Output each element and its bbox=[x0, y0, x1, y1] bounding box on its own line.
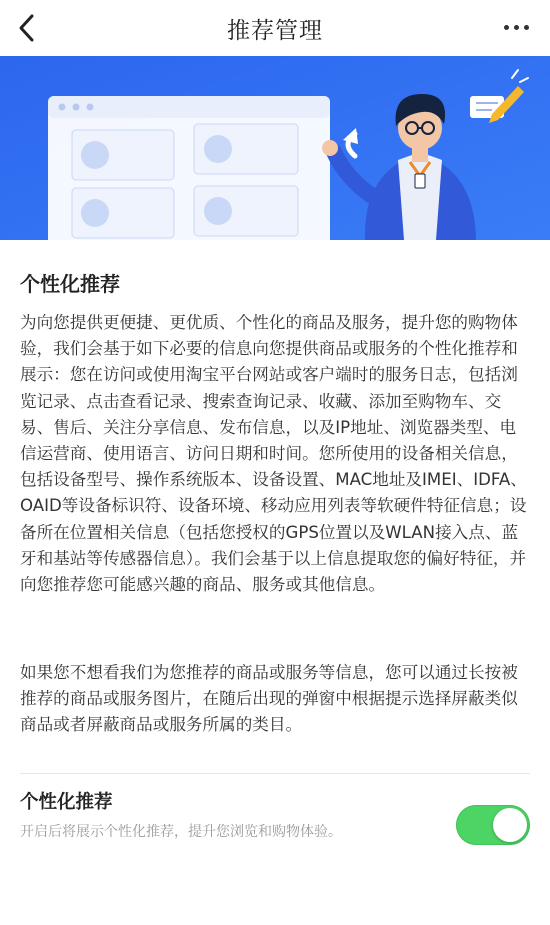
back-button[interactable] bbox=[10, 10, 46, 46]
banner-illustration bbox=[0, 56, 550, 240]
section-title: 个性化推荐 bbox=[20, 272, 120, 296]
more-button[interactable] bbox=[504, 16, 536, 38]
toggle-knob bbox=[493, 808, 527, 842]
divider bbox=[20, 773, 530, 774]
header-banner bbox=[0, 56, 550, 240]
personalized-recommendation-toggle[interactable] bbox=[456, 805, 530, 845]
chevron-left-icon bbox=[10, 10, 46, 46]
nav-bar bbox=[0, 0, 550, 56]
page-title: 推荐管理 bbox=[227, 17, 323, 44]
opt-out-paragraph: 如果您不想看我们为您推荐的商品或服务等信息，您可以通过长按被推荐的商品或服务图片，在随后出现的弹窗中根据提示选择屏蔽类似商品或者屏蔽商品或服务所属的类目。 bbox=[20, 663, 518, 735]
toggle-description: 开启后将展示个性化推荐，提升您浏览和购物体验。 bbox=[20, 824, 342, 840]
toggle-title: 个性化推荐 bbox=[20, 792, 113, 813]
more-horizontal-icon bbox=[504, 25, 509, 30]
description-paragraph: 为向您提供更便捷、更优质、个性化的商品及服务，提升您的购物体验，我们会基于如下必要的信息向您提供商品或服务的个性化推荐和展示：您在访问或使用淘宝平台网站或客户端时的服务日志，包括浏览记录、点击查看记录、搜索查询记录、收藏、添加至购物车、交易、售后、关注分享信息、发布信息，以及IP地址、浏览器类型、电信运营商、使用语言、访问日期和时间。您所使用的设备相关信息，包括设备型号、操作系统版本、设备设置、MAC地址及IMEI、IDFA、OAID等设备标识符、设备环境、移动应用列表等软硬件特征信息；设备所在位置相关信息（包括您授权的GPS位置以及WLAN接入点、蓝牙和基站等传感器信息）。我们会基于以上信息提取您的偏好特征，并向您推荐您可能感兴趣的商品、服务或其他信息。 bbox=[20, 313, 527, 595]
